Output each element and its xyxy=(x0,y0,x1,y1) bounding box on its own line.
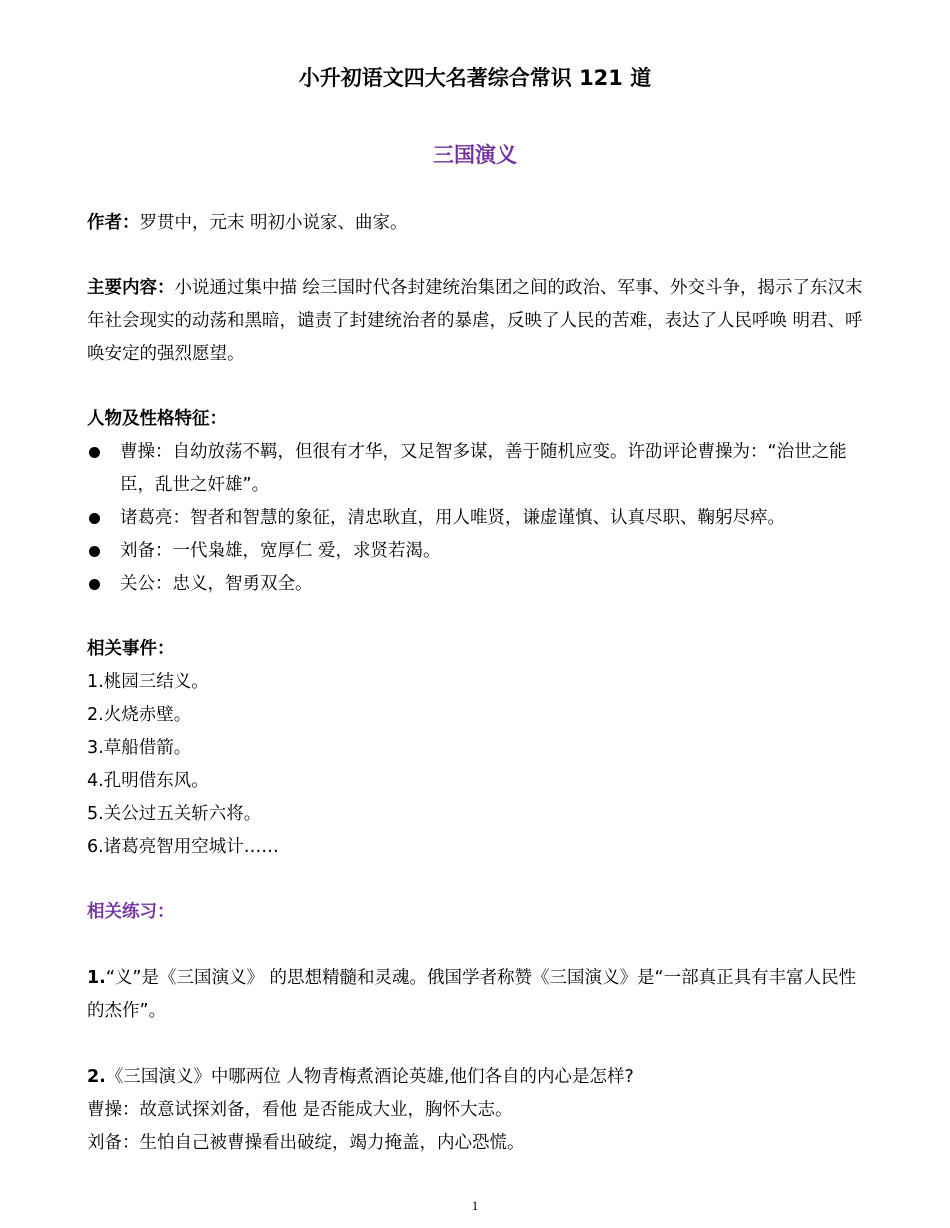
author-label: 作者： xyxy=(87,213,140,233)
bullet-icon xyxy=(89,546,100,557)
character-caocao: 曹操：自幼放荡不羁，但很有才华，又足智多谋，善于随机应变。许劭评论曹操为：“治世之能臣，乱世之奸雄”。 xyxy=(120,442,847,495)
answer-caocao: 曹操：故意试探刘备，看他 是否能成大业，胸怀大志。 xyxy=(87,1100,513,1120)
exercise-question-2 xyxy=(87,1061,867,1094)
list-item: 2.火烧赤壁。 xyxy=(87,705,192,725)
question-number: 1. xyxy=(87,968,106,988)
character-liubei: 刘备：一代枭雄，宽厚仁 爱，求贤若渴。 xyxy=(120,541,441,561)
character-zhugeliang: 诸葛亮：智者和智慧的象征，清忠耿直，用人唯贤，谦虚谨慎、认真尽职、鞠躬尽瘁。 xyxy=(120,508,785,528)
events-heading: 相关事件： xyxy=(87,639,175,659)
author-text: 罗贯中，元末 明初小说家、曲家。 xyxy=(139,213,408,233)
characters-list xyxy=(87,436,867,601)
list-item: 3.草船借箭。 xyxy=(87,738,192,758)
exercises-heading: 相关练习： xyxy=(87,902,175,922)
bullet-icon xyxy=(89,447,100,458)
exercise-question-1 xyxy=(87,962,867,1028)
author-paragraph xyxy=(87,207,867,240)
list-item: 4.孔明借东风。 xyxy=(87,771,209,791)
question-number: 2. xyxy=(87,1067,106,1087)
main-content-text: 小说通过集中描 绘三国时代各封建统治集团之间的政治、军事、外交斗争，揭示了东汉末年社会现实的动荡和黑暗，谴责了封建统治者的暴虐，反映了人民的苦难，表达了人民呼唤 明君、呼唤安定的强烈愿望。 xyxy=(87,278,863,364)
main-content-paragraph xyxy=(87,272,867,371)
bullet-icon xyxy=(89,513,100,524)
answer-liubei: 刘备：生怕自己被曹操看出破绽，竭力掩盖，内心恐慌。 xyxy=(87,1133,525,1153)
list-item: 1.桃园三结义。 xyxy=(87,672,209,692)
list-item xyxy=(87,502,867,535)
list-item xyxy=(87,568,867,601)
list-item xyxy=(87,436,867,502)
section-title: 三国演义 xyxy=(433,143,517,167)
list-item: 5.关公过五关斩六将。 xyxy=(87,804,262,824)
events-list xyxy=(87,666,867,864)
question-text: 《三国演义》中哪两位 人物青梅煮酒论英雄,他们各自的内心是怎样? xyxy=(105,1067,634,1087)
character-guangong: 关公：忠义，智勇双全。 xyxy=(120,574,313,594)
list-item: 6.诸葛亮智用空城计…… xyxy=(87,837,279,857)
document-title: 小升初语文四大名著综合常识 121 道 xyxy=(298,66,652,90)
page-number: 1 xyxy=(471,1198,479,1213)
main-content-label: 主要内容： xyxy=(87,278,175,298)
characters-heading: 人物及性格特征： xyxy=(87,409,227,429)
list-item xyxy=(87,535,867,568)
bullet-icon xyxy=(89,579,100,590)
question-text: “义”是《三国演义》 的思想精髓和灵魂。俄国学者称赞《三国演义》是“一部真正具有丰富人民性的杰作”。 xyxy=(87,968,857,1021)
